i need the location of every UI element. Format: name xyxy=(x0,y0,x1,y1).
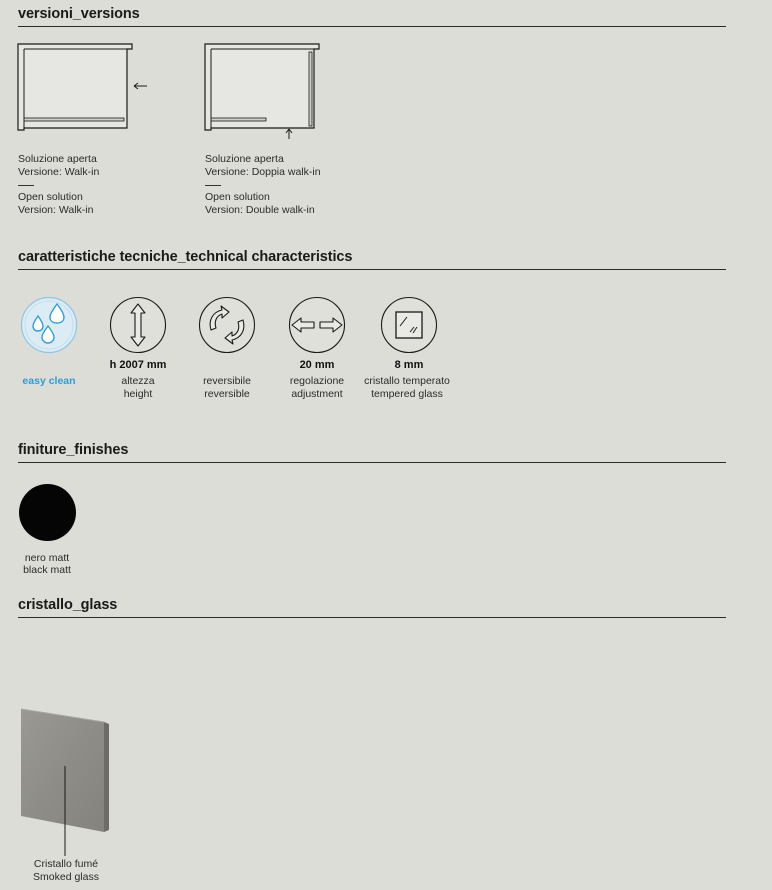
feature-label-easy-clean: easy clean xyxy=(22,375,76,387)
smoked-glass-panel xyxy=(18,706,114,832)
section-divider xyxy=(18,462,726,463)
feature-label-glass-en: tempered glass xyxy=(371,388,443,400)
height-arrow-icon xyxy=(109,296,167,354)
tempered-glass-icon xyxy=(380,296,438,354)
caption-divider xyxy=(18,185,34,186)
feature-value-glass: 8 mm xyxy=(394,359,424,371)
version-it-line1: Soluzione aperta xyxy=(205,153,284,165)
glass-label-it: Cristallo fumé xyxy=(33,858,99,870)
section-title-finishes: finiture_finishes xyxy=(18,442,129,458)
section-title-technical: caratteristiche tecniche_technical characteristics xyxy=(18,249,353,265)
finish-swatch-black-matt xyxy=(19,484,76,541)
horizontal-adjust-icon xyxy=(288,296,346,354)
feature-label-reversible-en: reversible xyxy=(204,388,250,400)
double-walk-in-plan-drawing xyxy=(203,42,343,140)
caption-divider xyxy=(205,185,221,186)
version-en-line2: Version: Walk-in xyxy=(18,204,94,216)
section-divider xyxy=(18,26,726,27)
feature-label-adjustment-en: adjustment xyxy=(291,388,343,400)
version-it-line2: Versione: Walk-in xyxy=(18,166,100,178)
glass-label-en: Smoked glass xyxy=(33,871,99,883)
section-title-versions: versioni_versions xyxy=(18,6,140,22)
version-en-line1: Open solution xyxy=(205,191,270,203)
section-divider xyxy=(18,617,726,618)
version-en-line1: Open solution xyxy=(18,191,83,203)
finish-label-en: black matt xyxy=(23,564,71,576)
feature-label-glass-it: cristallo temperato xyxy=(364,375,450,387)
feature-label-height-it: altezza xyxy=(121,375,155,387)
section-title-glass: cristallo_glass xyxy=(18,597,118,613)
walk-in-plan-drawing xyxy=(16,42,156,132)
feature-label-adjustment-it: regolazione xyxy=(289,375,345,387)
version-it-line2: Versione: Doppia walk-in xyxy=(205,166,321,178)
version-it-line1: Soluzione aperta xyxy=(18,153,97,165)
feature-label-height-en: height xyxy=(123,388,153,400)
version-en-line2: Version: Double walk-in xyxy=(205,204,315,216)
section-divider xyxy=(18,269,726,270)
finish-label-it: nero matt xyxy=(24,552,70,564)
reversible-arrows-icon xyxy=(198,296,256,354)
water-drops-icon xyxy=(20,296,78,354)
feature-value-height: h 2007 mm xyxy=(109,359,167,371)
version-walk-in-caption xyxy=(18,153,99,217)
feature-label-reversible-it: reversibile xyxy=(203,375,251,387)
feature-value-adjustment: 20 mm xyxy=(299,359,335,371)
version-double-walk-in-caption xyxy=(205,153,321,217)
